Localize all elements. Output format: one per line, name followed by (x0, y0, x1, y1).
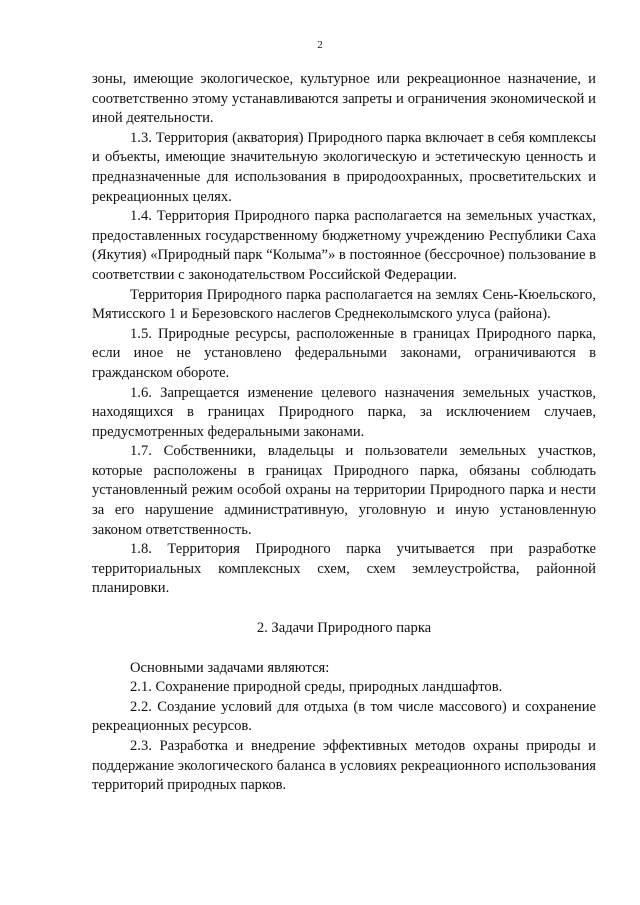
section-2 (92, 659, 596, 796)
paragraph: 1.6. Запрещается изменение целевого назначения земельных участков, находящихся в границах Природного парка, за исключением случаев, предусмотренных федеральными законами. (92, 384, 596, 440)
paragraph: 1.3. Территория (акватория) Природного парка включает в себя комплексы и объекты, имеющие значительную экологическую и эстетическую ценность и предназначенные для использования в природоохранных, просветительских и рекреационных целях. (92, 129, 596, 205)
paragraph: 2.1. Сохранение природной среды, природных ландшафтов. (130, 679, 503, 696)
section-title: 2. Задачи Природного парка (256, 620, 432, 637)
section-1-continued (92, 70, 596, 599)
page-number: 2 (317, 39, 323, 51)
paragraph: Территория Природного парка располагается на землях Сень-Кюельского, Мятисского 1 и Березовского наслегов Среднеколымского улуса (района). (92, 286, 596, 323)
paragraph: 1.8. Территория Природного парка учитывается при разработке территориальных комплексных схем, схем землеустройства, районной планировки. (92, 541, 596, 597)
paragraph: 1.5. Природные ресурсы, расположенные в границах Природного парка, если иное не установлено федеральными законами, ограничиваются в гражданском обороте. (92, 325, 596, 381)
paragraph: Основными задачами являются: (130, 659, 330, 676)
paragraph: 1.7. Собственники, владельцы и пользователи земельных участков, которые расположены в границах Природного парка, обязаны соблюдать установленный режим особой охраны на территории Природного парка и нести за его нарушение административную, уголовную и иную установленную законом ответственность. (92, 443, 596, 538)
paragraph: 2.3. Разработка и внедрение эффективных методов охраны природы и поддержание экологического баланса в условиях рекреационного использования территорий природных парков. (92, 738, 596, 794)
paragraph: зоны, имеющие экологическое, культурное или рекреационное назначение, и соответственно этому устанавливаются запреты и ограничения экономической и иной деятельности. (92, 71, 596, 127)
paragraph: 2.2. Создание условий для отдыха (в том числе массового) и сохранение рекреационных ресурсов. (92, 698, 596, 735)
paragraph: 1.4. Территория Природного парка располагается на земельных участках, предоставленных государственному бюджетному учреждению Республики Саха (Якутия) «Природный парк “Колыма”» в постоянное (бессрочное) пользование в соответствии с законодательством Российской Федерации. (92, 208, 596, 283)
document-body (92, 70, 596, 796)
